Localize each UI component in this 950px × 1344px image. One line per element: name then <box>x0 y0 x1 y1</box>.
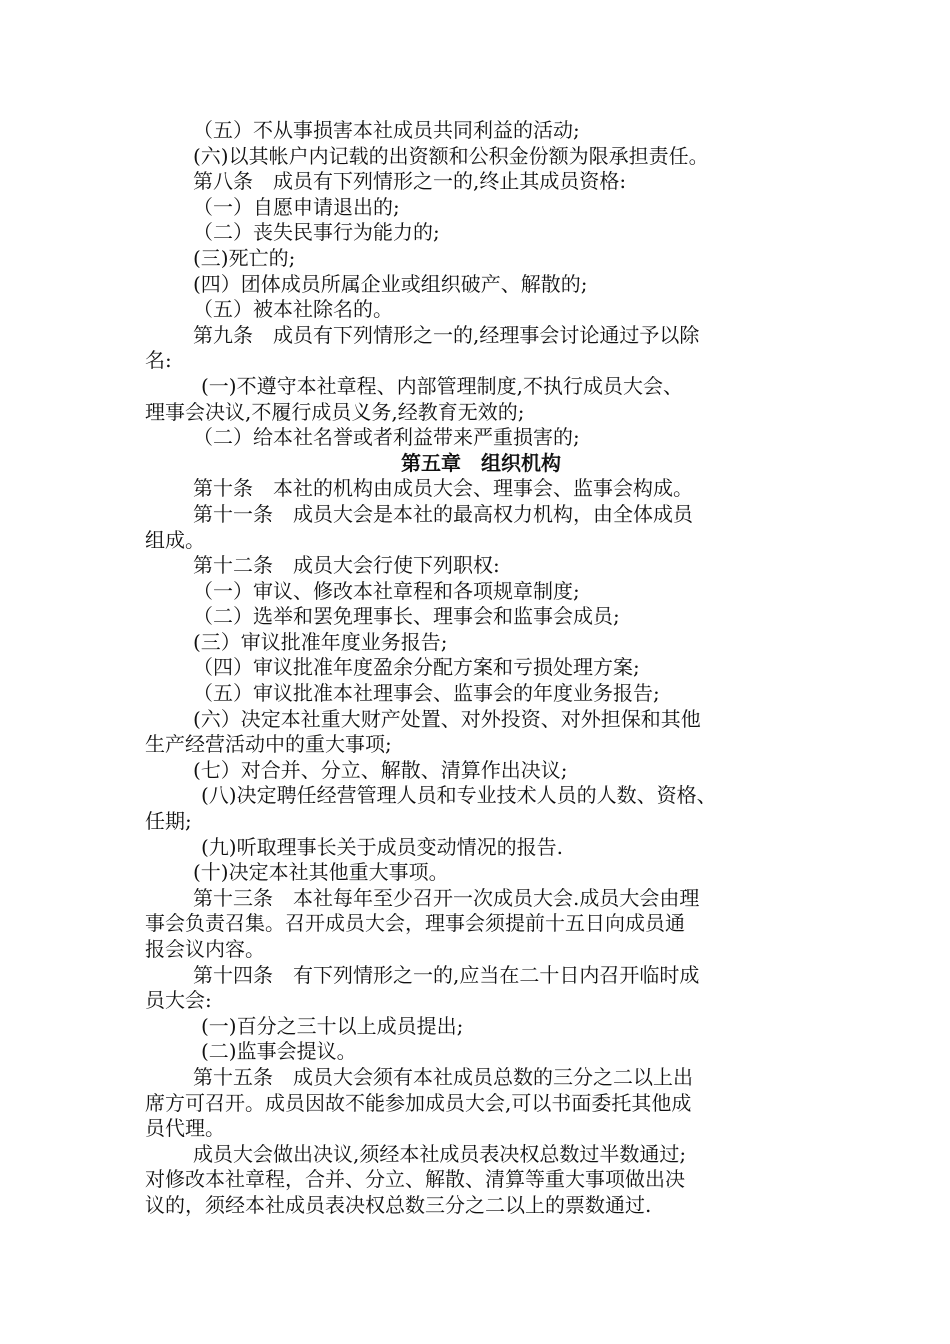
chapter-heading: 第五章 组织机构 <box>401 450 561 475</box>
text-line: (六)以其帐户内记载的出资额和公积金份额为限承担责任。 <box>193 143 709 168</box>
text-line: 第十一条 成员大会是本社的最高权力机构，由全体成员 <box>193 501 693 526</box>
text-line: 第八条 成员有下列情形之一的,终止其成员资格: <box>193 169 627 194</box>
text-line: (三）审议批准年度业务报告; <box>193 629 448 654</box>
text-line: 报会议内容。 <box>145 937 265 961</box>
document-body <box>145 118 817 1219</box>
text-line: (十)决定本社其他重大事项。 <box>193 860 449 885</box>
text-line: （二）给本社名誉或者利益带来严重损害的; <box>193 425 580 450</box>
text-line: (一)不遵守本社章程、内部管理制度,不执行成员大会、 <box>201 373 683 398</box>
text-line: 任期; <box>145 809 192 834</box>
text-line: 事会负责召集。召开成员大会，理事会须提前十五日向成员通 <box>145 911 685 936</box>
text-line: 第十四条 有下列情形之一的,应当在二十日内召开临时成 <box>193 962 700 987</box>
text-line: (七）对合并、分立、解散、清算作出决议; <box>193 757 568 782</box>
text-line: 理事会决议,不履行成员义务,经教育无效的; <box>145 399 525 424</box>
text-line: 席方可召开。成员因故不能参加成员大会,可以书面委托其他成 <box>145 1090 692 1115</box>
text-line: （一）审议、修改本社章程和各项规章制度; <box>193 578 580 603</box>
text-line: （二）丧失民事行为能力的; <box>193 220 440 245</box>
text-line: （一）自愿申请退出的; <box>193 194 400 219</box>
text-line: 成员大会做出决议,须经本社成员表决权总数过半数通过; <box>193 1141 687 1166</box>
text-line: 组成。 <box>145 527 205 552</box>
text-line: （五）被本社除名的。 <box>193 297 393 322</box>
text-line: 议的，须经本社成员表决权总数三分之二以上的票数通过. <box>145 1192 652 1217</box>
text-line: 第十条 本社的机构由成员大会、理事会、监事会构成。 <box>193 476 693 501</box>
text-line: （五）不从事损害本社成员共同利益的活动; <box>193 118 580 142</box>
text-line: (一)百分之三十以上成员提出; <box>201 1013 464 1038</box>
text-line: 第十五条 成员大会须有本社成员总数的三分之二以上出 <box>193 1064 693 1089</box>
text-line: （四）审议批准年度盈余分配方案和亏损处理方案; <box>193 655 640 680</box>
text-line: (九)听取理事长关于成员变动情况的报告. <box>201 834 563 859</box>
text-line: 员大会: <box>145 988 212 1013</box>
text-line: 对修改本社章程，合并、分立、解散、清算等重大事项做出决 <box>145 1167 685 1192</box>
text-line: 生产经营活动中的重大事项; <box>145 732 392 757</box>
text-line: （二）选举和罢免理事长、理事会和监事会成员; <box>193 604 620 629</box>
text-line: (八)决定聘任经营管理人员和专业技术人员的人数、资格、 <box>201 783 717 808</box>
text-line: 第十二条 成员大会行使下列职权: <box>193 553 500 578</box>
text-line: 名: <box>145 348 172 373</box>
text-line: （五）审议批准本社理事会、监事会的年度业务报告; <box>193 681 660 706</box>
text-line: 第九条 成员有下列情形之一的,经理事会讨论通过予以除 <box>193 322 700 347</box>
text-line: (二)监事会提议。 <box>201 1039 357 1064</box>
text-line: (三)死亡的; <box>193 245 296 270</box>
text-line: 员代理。 <box>145 1116 225 1141</box>
text-line: (四）团体成员所属企业或组织破产、解散的; <box>193 271 588 296</box>
text-line: (六）决定本社重大财产处置、对外投资、对外担保和其他 <box>193 706 701 731</box>
text-line: 第十三条 本社每年至少召开一次成员大会.成员大会由理 <box>193 885 700 910</box>
